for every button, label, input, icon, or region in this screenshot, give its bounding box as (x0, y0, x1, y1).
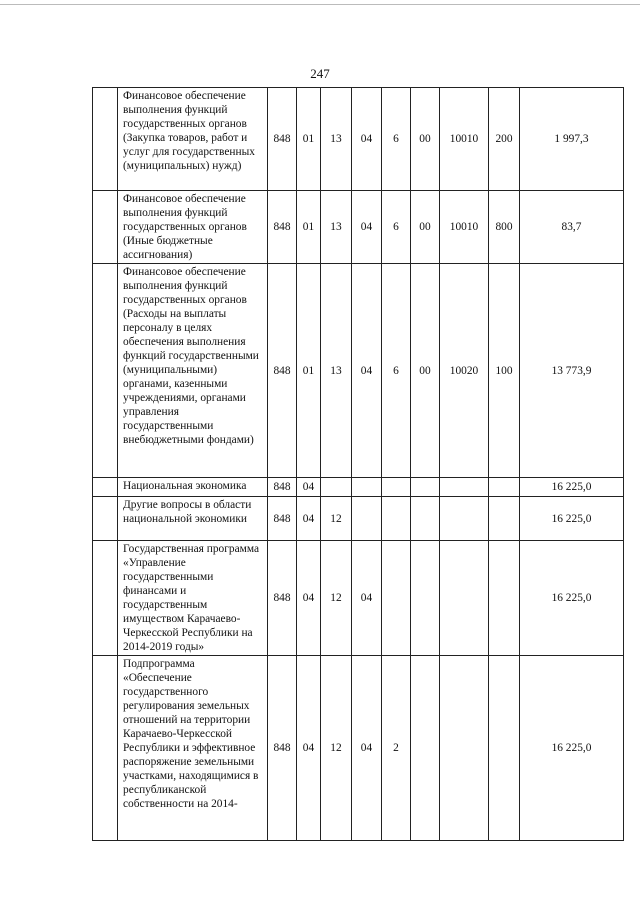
cell-ministry: 848 (268, 478, 297, 497)
cell-amount: 13 773,9 (520, 264, 624, 478)
cell-measure: 00 (411, 191, 440, 264)
cell-direction (440, 497, 489, 541)
cell-amount: 16 225,0 (520, 541, 624, 656)
row-name: Государственная программа «Управление государственными финансами и государственным имуществом Карачаево-Черкесской Республики на 2014-2019 годы» (118, 541, 268, 656)
table-row (93, 478, 624, 497)
cell-section: 04 (297, 497, 321, 541)
cell-direction: 10010 (440, 191, 489, 264)
cell-expense-type: 100 (489, 264, 520, 478)
cell-measure: 00 (411, 264, 440, 478)
row-name: Финансовое обеспечение выполнения функций государственных органов (Расходы на выплаты персоналу в целях обеспечения выполнения функций государственными (муниципальными) органами, казенными учреждениями, органами управления государственными внебюджетными фондами) (118, 264, 268, 478)
cell-subsection: 13 (321, 191, 352, 264)
cell-amount: 83,7 (520, 191, 624, 264)
cell-measure (411, 478, 440, 497)
cell-measure (411, 497, 440, 541)
cell-direction: 10010 (440, 88, 489, 191)
cell-expense-type (489, 656, 520, 841)
cell-section: 01 (297, 88, 321, 191)
table-row (93, 497, 624, 541)
cell-program: 04 (352, 541, 382, 656)
table-row (93, 541, 624, 656)
cell-ministry: 848 (268, 541, 297, 656)
cell-subprogram: 6 (382, 191, 411, 264)
cell-subprogram (382, 478, 411, 497)
cell-measure: 00 (411, 88, 440, 191)
cell-ministry: 848 (268, 191, 297, 264)
cell-subprogram: 6 (382, 88, 411, 191)
cell-subprogram: 2 (382, 656, 411, 841)
cell-direction: 10020 (440, 264, 489, 478)
budget-table (92, 87, 624, 841)
cell-subsection: 13 (321, 264, 352, 478)
cell-subprogram (382, 497, 411, 541)
cell-measure (411, 541, 440, 656)
table-row (93, 191, 624, 264)
cell-section: 01 (297, 191, 321, 264)
cell-expense-type (489, 541, 520, 656)
cell-program (352, 478, 382, 497)
cell-expense-type: 200 (489, 88, 520, 191)
row-name: Национальная экономика (118, 478, 268, 497)
cell-expense-type (489, 497, 520, 541)
table-row (93, 88, 624, 191)
cell-amount: 16 225,0 (520, 656, 624, 841)
row-name: Финансовое обеспечение выполнения функций государственных органов (Закупка товаров, работ и услуг для государственных (муниципальных) нужд) (118, 88, 268, 191)
row-name: Подпрограмма «Обеспечение государственного регулирования земельных отношений на территории Карачаево-Черкесской Республики и эффективное распоряжение земельными участками, находящимися в республиканской собственности на 2014- (118, 656, 268, 841)
cell-subsection: 13 (321, 88, 352, 191)
cell-expense-type: 800 (489, 191, 520, 264)
cell-amount: 16 225,0 (520, 497, 624, 541)
cell-section: 01 (297, 264, 321, 478)
table-row (93, 656, 624, 841)
row-name: Финансовое обеспечение выполнения функций государственных органов (Иные бюджетные ассигнования) (118, 191, 268, 264)
cell-direction (440, 656, 489, 841)
cell-ministry: 848 (268, 497, 297, 541)
cell-subprogram: 6 (382, 264, 411, 478)
cell-direction (440, 541, 489, 656)
cell-subsection: 12 (321, 497, 352, 541)
cell-expense-type (489, 478, 520, 497)
page-top-edge (0, 4, 640, 5)
cell-amount: 1 997,3 (520, 88, 624, 191)
cell-measure (411, 656, 440, 841)
page-number: 247 (310, 66, 330, 81)
cell-ministry: 848 (268, 88, 297, 191)
cell-ministry: 848 (268, 264, 297, 478)
cell-direction (440, 478, 489, 497)
cell-amount: 16 225,0 (520, 478, 624, 497)
cell-program (352, 497, 382, 541)
cell-subsection: 12 (321, 656, 352, 841)
cell-section: 04 (297, 656, 321, 841)
cell-program: 04 (352, 191, 382, 264)
table-row (93, 264, 624, 478)
cell-section: 04 (297, 478, 321, 497)
cell-program: 04 (352, 656, 382, 841)
cell-program: 04 (352, 88, 382, 191)
cell-subsection (321, 478, 352, 497)
cell-subsection: 12 (321, 541, 352, 656)
cell-program: 04 (352, 264, 382, 478)
cell-ministry: 848 (268, 656, 297, 841)
row-name: Другие вопросы в области национальной экономики (118, 497, 268, 541)
cell-section: 04 (297, 541, 321, 656)
cell-subprogram (382, 541, 411, 656)
